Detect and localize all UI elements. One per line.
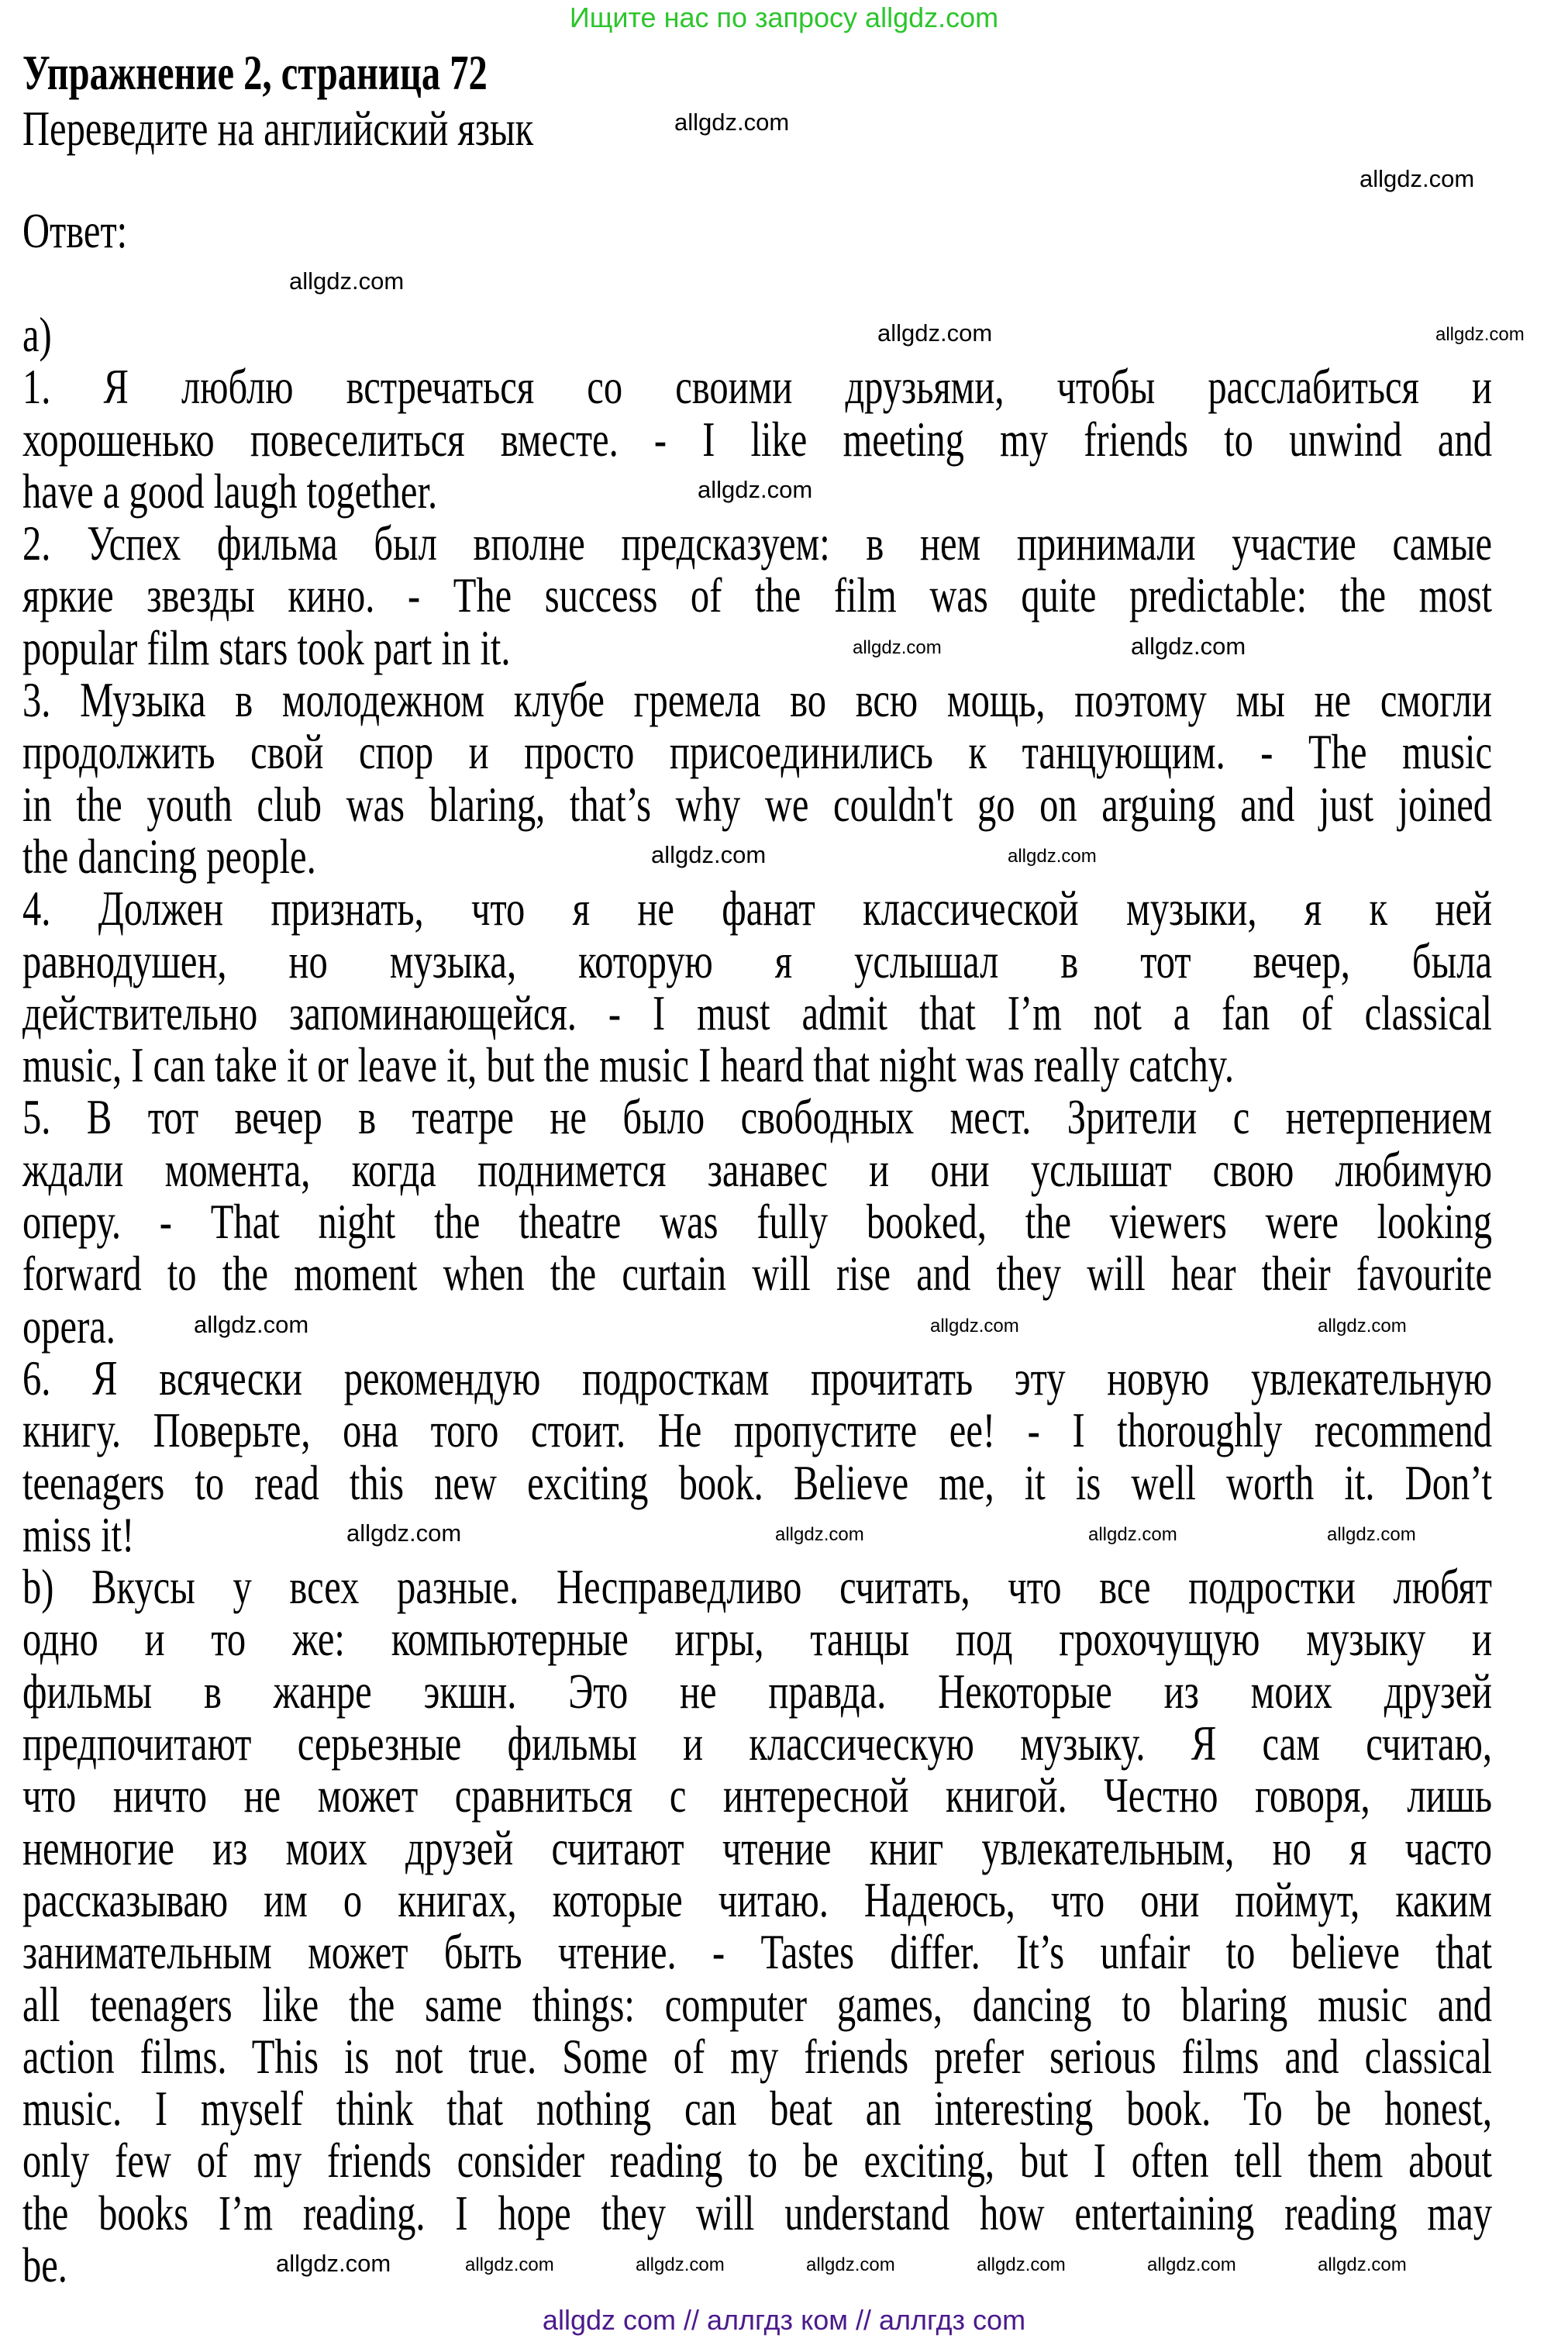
watermark: allgdz.com xyxy=(194,1310,309,1338)
text-line: оперу. - That night the theatre was fully booked, the viewers were looking xyxy=(22,1194,1492,1250)
watermark: allgdz.com xyxy=(651,841,767,868)
bottom-banner[interactable]: allgdz com // аллгдз ком // аллгдз com xyxy=(542,2304,1026,2336)
text-line: be. xyxy=(22,2237,67,2292)
answer-label: Ответ: xyxy=(22,203,128,258)
watermark: allgdz.com xyxy=(674,109,790,136)
text-line: рассказываю им о книгах, которые читаю. Надеюсь, что они поймут, каким xyxy=(22,1871,1492,1927)
watermark: allgdz.com xyxy=(806,2254,895,2276)
watermark: allgdz.com xyxy=(1327,1523,1416,1545)
text-line: яркие звезды кино. - The success of the film was quite predictable: the most xyxy=(22,567,1492,623)
text-line: книгу. Поверьте, она того стоит. Не пропустите ее! - I thoroughly recommend xyxy=(22,1402,1492,1458)
text-line: продолжить свой спор и просто присоединились к танцующим. - The music xyxy=(22,724,1492,780)
watermark: allgdz.com xyxy=(1435,324,1525,345)
watermark: allgdz.com xyxy=(1131,632,1246,660)
top-banner[interactable]: Ищите нас по запросу allgdz.com xyxy=(569,2,999,33)
text-line: фильмы в жанре экшн. Это не правда. Некоторые из моих друзей xyxy=(22,1663,1492,1719)
watermark: allgdz.com xyxy=(853,636,942,658)
text-line: teenagers to read this new exciting book. Believe me, it is well worth it. Don’t xyxy=(22,1454,1492,1510)
text-line: opera. xyxy=(22,1298,115,1354)
text-line: have a good laugh together. xyxy=(22,463,438,519)
text-line: all teenagers like the same things: computer games, dancing to blaring music and xyxy=(22,1976,1492,2032)
text-line: 5. В тот вечер в театре не было свободных мест. Зрители с нетерпением xyxy=(22,1089,1492,1145)
text-line: the dancing people. xyxy=(22,828,316,884)
watermark: allgdz.com xyxy=(1008,846,1097,867)
watermark: allgdz.com xyxy=(1147,2254,1236,2276)
text-line: занимательным может быть чтение. - Tastes differ. It’s unfair to believe that xyxy=(22,1924,1492,1980)
watermark: allgdz.com xyxy=(465,2254,554,2276)
watermark: allgdz.com xyxy=(289,267,405,295)
watermark: allgdz.com xyxy=(1318,2254,1407,2276)
answer-body xyxy=(22,309,1492,2291)
text-line: что ничто не может сравниться с интересной книгой. Честно говоря, лишь xyxy=(22,1768,1492,1823)
text-line: одно и то же: компьютерные игры, танцы под грохочущую музыку и xyxy=(22,1611,1492,1667)
watermark: allgdz.com xyxy=(1318,1315,1407,1337)
text-line: 6. Я всячески рекомендую подросткам прочитать эту новую увлекательную xyxy=(22,1350,1492,1406)
text-line: 1. Я люблю встречаться со своими друзьями, чтобы расслабиться и xyxy=(22,359,1492,415)
text-line: popular film stars took part in it. xyxy=(22,619,511,675)
watermark: allgdz.com xyxy=(346,1519,462,1547)
watermark: allgdz.com xyxy=(877,319,993,347)
text-line: the books I’m reading. I hope they will understand how entertaining reading may xyxy=(22,2185,1492,2240)
text-line: action films. This is not true. Some of my friends prefer serious films and classical xyxy=(22,2028,1492,2084)
watermark: allgdz.com xyxy=(276,2250,391,2278)
task-instruction: Переведите на английский язык xyxy=(22,101,534,156)
watermark: allgdz.com xyxy=(775,1523,864,1545)
text-line: only few of my friends consider reading to be exciting, but I often tell them about xyxy=(22,2133,1492,2189)
text-line: b) Вкусы у всех разные. Несправедливо считать, что все подростки любят xyxy=(22,1559,1492,1615)
text-line: 4. Должен признать, что я не фанат классической музыки, я к ней xyxy=(22,881,1492,936)
watermark: allgdz.com xyxy=(1088,1523,1177,1545)
text-line: music. I myself think that nothing can beat an interesting book. To be honest, xyxy=(22,2081,1492,2137)
text-line: in the youth club was blaring, that’s why we couldn't go on arguing and just joined xyxy=(22,776,1492,832)
text-line: forward to the moment when the curtain will rise and they will hear their favourite xyxy=(22,1246,1492,1302)
part-a-label: a) xyxy=(22,307,52,362)
text-line: немногие из моих друзей считают чтение книг увлекательным, но я часто xyxy=(22,1819,1492,1875)
page-title: Упражнение 2, страница 72 xyxy=(22,45,488,100)
text-line: равнодушен, но музыка, которую я услышал в тот вечер, была xyxy=(22,933,1492,988)
watermark: allgdz.com xyxy=(698,475,813,503)
text-line: хорошенько повеселиться вместе. - I like meeting my friends to unwind and xyxy=(22,411,1492,467)
text-line: ждали момента, когда поднимется занавес и они услышат свою любимую xyxy=(22,1141,1492,1197)
watermark: allgdz.com xyxy=(977,2254,1066,2276)
text-line: 2. Успех фильма был вполне предсказуем: в нем принимали участие самые xyxy=(22,516,1492,571)
text-line: 3. Музыка в молодежном клубе гремела во всю мощь, поэтому мы не смогли xyxy=(22,672,1492,728)
watermark: allgdz.com xyxy=(1360,165,1475,192)
watermark: allgdz.com xyxy=(636,2254,725,2276)
text-line: действительно запоминающейся. - I must admit that I’m not a fan of classical xyxy=(22,985,1492,1040)
text-line: miss it! xyxy=(22,1506,135,1562)
text-line: предпочитают серьезные фильмы и классическую музыку. Я сам считаю, xyxy=(22,1716,1492,1771)
text-line: music, I can take it or leave it, but the music I heard that night was really catchy. xyxy=(22,1037,1234,1093)
watermark: allgdz.com xyxy=(930,1315,1019,1337)
